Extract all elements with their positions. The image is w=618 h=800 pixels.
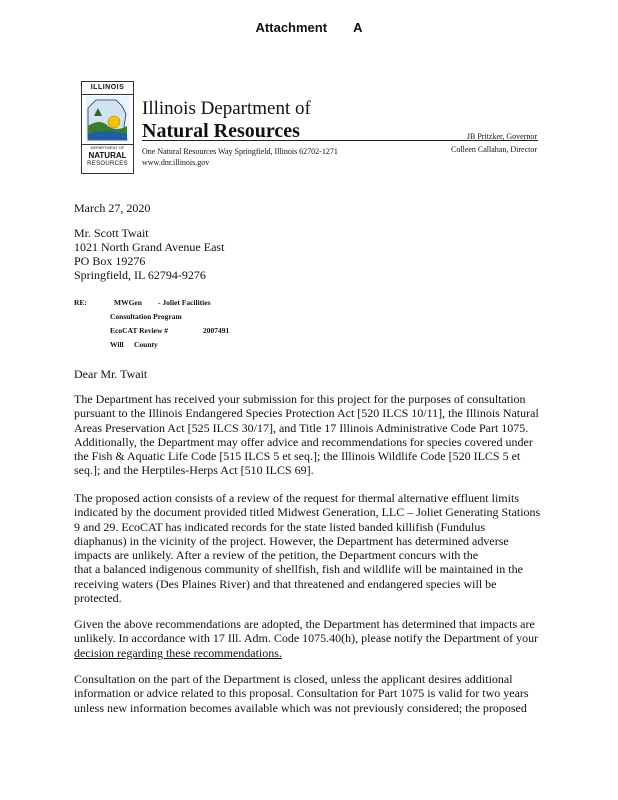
- logo-state-text: ILLINOIS: [82, 82, 133, 95]
- recipient-city: Springfield, IL 62794-9276: [74, 268, 206, 282]
- letter-date: March 27, 2020: [74, 201, 151, 215]
- logo-dept-text: DEPARTMENT OF: [90, 145, 125, 150]
- paragraph-line: diaphanus) in the vicinity of the project. However, the Department has determined adverse: [74, 533, 509, 548]
- paragraph-consultation-closed: [74, 672, 594, 715]
- paragraph-line: that a balanced indigenous community of shellfish, fish and wildlife will be maintained in the: [74, 562, 523, 577]
- logo-natural-text: NATURAL: [88, 151, 127, 160]
- re-label: RE:: [74, 298, 87, 307]
- idnr-logo: [81, 81, 134, 174]
- paragraph-line: Areas Preservation Act [525 ILCS 30/17], and Title 17 Illinois Administrative Code Part 1075.: [74, 420, 529, 435]
- paragraph-line: Given the above recommendations are adopted, the Department has determined that impacts are: [74, 617, 535, 631]
- paragraph-line: receiving waters (Des Plaines River) and that threatened and endangered species will be: [74, 576, 497, 591]
- logo-resources-text: RESOURCES: [87, 161, 128, 167]
- re-review-label: EcoCAT Review #: [110, 326, 169, 335]
- governor-name: JB Pritzker, Governor: [466, 132, 537, 141]
- paragraph-line: pursuant to the Illinois Endangered Species Protection Act [520 ILCS 10/11], the Illinois Natural: [74, 406, 539, 421]
- paragraph-line: impacts are unlikely. After a review of the petition, the Department concurs with the: [74, 548, 479, 563]
- paragraph-line: seq.]; and the Herptiles-Herps Act [510 ILCS 69].: [74, 463, 314, 478]
- org-name-line2: Natural Resources: [142, 120, 300, 142]
- paragraph-line: Consultation on the part of the Department is closed, unless the applicant desires additional: [74, 672, 513, 686]
- attachment-letter: A: [353, 20, 363, 35]
- paragraph-line: Additionally, the Department may offer advice and recommendations for species covered under: [74, 434, 533, 449]
- paragraph-line: protected.: [74, 591, 122, 606]
- paragraph-line: indicated by the document provided titled Midwest Generation, LLC – Joliet Generating Stations: [74, 505, 541, 520]
- paragraph-line: information or advice related to this proposal. Consultation for Part 1075 is valid for two years: [74, 686, 529, 701]
- paragraph-line: unless new information becomes available which was not previously considered; the proposed: [74, 700, 527, 715]
- paragraph-line: The proposed action consists of a review of the request for thermal alternative effluent limits: [74, 491, 519, 505]
- director-name: Colleen Callahan, Director: [451, 145, 537, 154]
- org-address: One Natural Resources Way Springfield, Illinois 62702-1271: [142, 147, 338, 156]
- recipient-name: Mr. Scott Twait: [74, 226, 149, 240]
- re-review-number: 2007491: [203, 326, 230, 335]
- paragraph-line: 9 and 29. EcoCAT has indicated records for the state listed banded killifish (Fundulus: [74, 519, 486, 534]
- paragraph-line: decision regarding these recommendations.: [74, 645, 282, 660]
- re-facility: - Joliet Facilities: [158, 298, 211, 307]
- paragraph-recommendations: [74, 617, 594, 660]
- paragraph-line: The Department has received your submission for this project for the purposes of consultation: [74, 392, 526, 406]
- paragraph-consultation-basis: [74, 392, 594, 478]
- recipient-po-box: PO Box 19276: [74, 254, 146, 268]
- re-program: Consultation Program: [110, 312, 182, 321]
- salutation: Dear Mr. Twait: [74, 367, 148, 381]
- attachment-heading: [0, 20, 618, 35]
- re-county-label: County: [134, 340, 158, 349]
- re-company: MWGen: [114, 298, 142, 307]
- org-website: www.dnr.illinois.gov: [142, 158, 210, 167]
- org-name-line1: Illinois Department of: [142, 98, 311, 119]
- logo-bottom-band: [82, 144, 133, 173]
- paragraph-proposed-action: [74, 491, 594, 605]
- attachment-label: Attachment: [255, 20, 328, 35]
- paragraph-line: the Fish & Aquatic Life Code [515 ILCS 5 et seq.]; the Illinois Wildlife Code [520 ILCS 5 et: [74, 449, 521, 464]
- logo-landscape-icon: [86, 96, 129, 142]
- re-county: Will: [110, 340, 124, 349]
- paragraph-line: unlikely. In accordance with 17 Ill. Adm. Code 1075.40(h), please notify the Department of your: [74, 631, 539, 646]
- recipient-street: 1021 North Grand Avenue East: [74, 240, 225, 254]
